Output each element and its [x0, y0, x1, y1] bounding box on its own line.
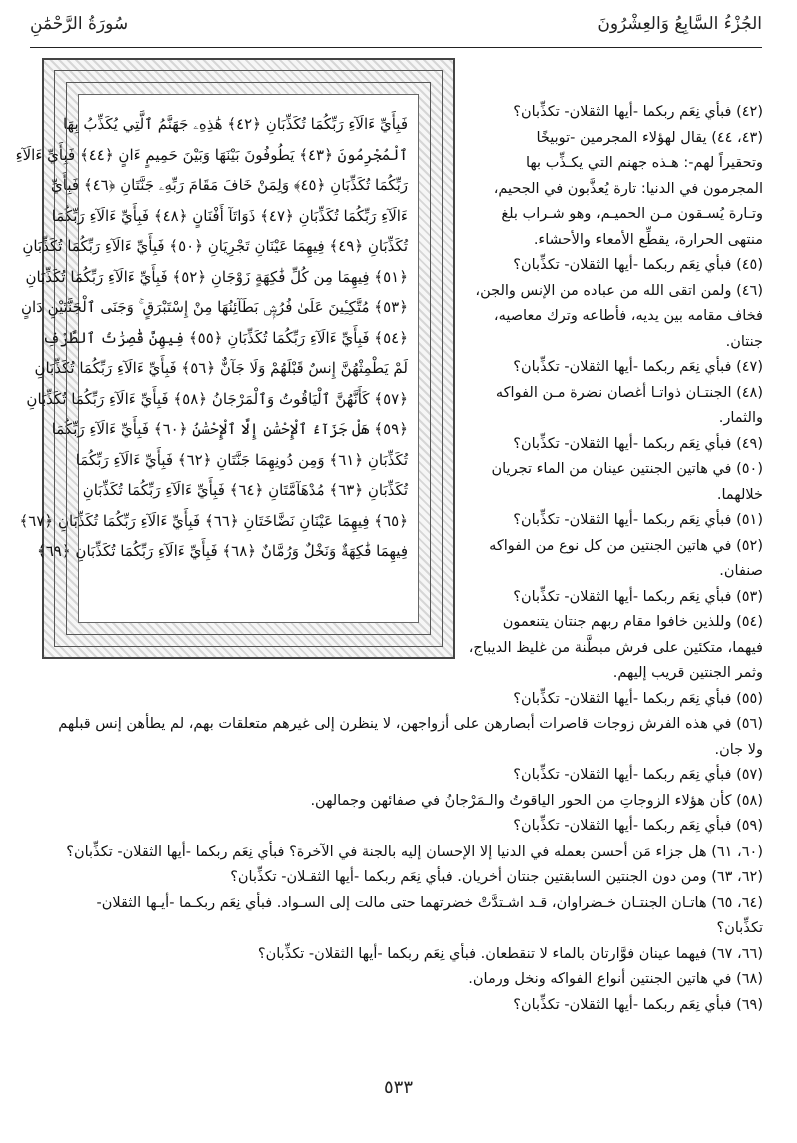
surah-title: سُورَةُ الرَّحْمَٰنِ	[30, 14, 129, 34]
header-rule	[30, 47, 762, 48]
commentary-line: (٦٤، ٦٥) هاتـان الجنتـان خـضراوان، قـد اشـتدَّتْ خضرتهما حتى مالت إلى السـواد. فبأي نِعَم ربكـما -أيـها الثقلان-	[96, 894, 763, 911]
commentary-line: (٤٢) فبأي نِعَم ربكما -أيها الثقلان- تكذِّبان؟	[513, 104, 763, 120]
commentary-line: تكذِّبان؟	[716, 920, 763, 936]
commentary-line: وتحقيراً لهم-: هـذه جهنم التي يكـذِّب بها	[525, 155, 763, 171]
commentary-line: (٦٠، ٦١) هل جزاء مَن أحسن بعمله في الدنيا إلا الإحسان إليه بالجنة في الآخرة؟ فبأي نِعَم ربكما -أيها الثقلان- تكذِّبان؟	[66, 843, 763, 860]
commentary-line: (٦٩) فبأي نِعَم ربكما -أيها الثقلان- تكذِّبان؟	[513, 996, 763, 1013]
commentary-line: صنفان.	[719, 563, 763, 579]
commentary-line: (٥٥) فبأي نِعَم ربكما -أيها الثقلان- تكذِّبان؟	[513, 690, 763, 707]
commentary-line: فيهما، متكئين على فرش مبطَّنة من غليظ الديباج،	[468, 639, 763, 656]
commentary-line: (٥١) فبأي نِعَم ربكما -أيها الثقلان- تكذِّبان؟	[513, 512, 763, 528]
quran-line: لَمْ يَطْمِثْهُنَّ إِنسٌ قَبْلَهُمْ وَلَا جَآنٌّ ﴿٥٦﴾ فَبِأَيِّ ءَالَآءِ رَبِّكُمَا تُكَذِّبَانِ	[34, 359, 408, 377]
commentary-line: (٥٢) في هاتين الجنتين من كل نوع من الفواكه	[489, 537, 763, 554]
commentary-line: (٥٦) في هذه الفرش زوجات قاصرات أبصارهن على أزواجهن، لا ينظرن إلى غيرهم متعلقات بهم، لم يطأهن إنس قبلهم	[58, 716, 763, 732]
commentary-line: (٥٩) فبأي نِعَم ربكما -أيها الثقلان- تكذِّبان؟	[513, 818, 763, 834]
quran-line: فَبِأَيِّ ءَالَآءِ رَبِّكُمَا تُكَذِّبَانِ ﴿٤٢﴾ هَٰذِهِۦ جَهَنَّمُ ٱلَّتِي يُكَذِّبُ بِهَا	[62, 115, 408, 133]
commentary-line: (٦٨) في هاتين الجنتين أنواع الفواكه ونخل ورمان.	[468, 971, 763, 987]
commentary-line: (٤٣، ٤٤) يقال لهؤلاء المجرمين -توبيخًا	[536, 129, 763, 146]
quran-line: ﴿٥٧﴾ كَأَنَّهُنَّ ٱلْيَاقُوتُ وَٱلْمَرْجَانُ ﴿٥٨﴾ فَبِأَيِّ ءَالَآءِ رَبِّكُمَا تُكَذِّبَانِ	[26, 389, 408, 408]
quran-line: تُكَذِّبَانِ ﴿٦٣﴾ مُدْهَآمَّتَانِ ﴿٦٤﴾ فَبِأَيِّ ءَالَآءِ رَبِّكُمَا تُكَذِّبَانِ	[82, 481, 408, 499]
quran-line: تُكَذِّبَانِ ﴿٦١﴾ وَمِن دُونِهِمَا جَنَّتَانِ ﴿٦٢﴾ فَبِأَيِّ ءَالَآءِ رَبِّكُمَا	[75, 450, 408, 469]
commentary-line: جنتان.	[725, 333, 763, 350]
tafsir-commentary	[15, 100, 763, 1018]
commentary-line: (٥٠) في هاتين الجنتين عينان من الماء تجريان	[491, 461, 763, 477]
quran-line: ءَالَآءِ رَبِّكُمَا تُكَذِّبَانِ ﴿٤٧﴾ ذَوَاتَآ أَفْنَانٍ ﴿٤٨﴾ فَبِأَيِّ ءَالَآءِ رَبِّكُمَا	[51, 206, 408, 225]
commentary-line: خلالهما.	[716, 486, 763, 503]
quran-line: رَبِّكُمَا تُكَذِّبَانِ ﴿٤٥﴾ وَلِمَنْ خَافَ مَقَامَ رَبِّهِۦ جَنَّتَانِ ﴿٤٦﴾ فَبِأَيِّ	[51, 176, 408, 194]
commentary-line: (٥٤) وللذين خافوا مقام ربهم جنتان يتنعمون	[502, 614, 763, 630]
commentary-line: (٤٦) ولمن اتقى الله من عباده من الإنس والجن،	[475, 282, 763, 299]
commentary-line: (٥٣) فبأي نِعَم ربكما -أيها الثقلان- تكذِّبان؟	[513, 588, 763, 605]
quran-line: تُكَذِّبَانِ ﴿٤٩﴾ فِيهِمَا عَيْنَانِ تَجْرِيَانِ ﴿٥٠﴾ فَبِأَيِّ ءَالَآءِ رَبِّكُمَا تُكَذِّبَانِ	[22, 237, 408, 255]
commentary-line: (٤٩) فبأي نِعَم ربكما -أيها الثقلان- تكذِّبان؟	[513, 435, 763, 452]
commentary-line: (٤٥) فبأي نِعَم ربكما -أيها الثقلان- تكذِّبان؟	[513, 257, 763, 273]
commentary-line: (٦٢، ٦٣) ومن دون الجنتين السابقتين جنتان أخريان. فبأي نِعَم ربكما -أيها الثقـلان- تكذِّبان؟	[230, 869, 763, 885]
commentary-line: والثمار.	[718, 410, 763, 426]
commentary-line: (٦٦، ٦٧) فيهما عينان فوَّارتان بالماء لا تنقطعان. فبأي نِعَم ربكما -أيها الثقلان- تكذِّبان؟	[257, 945, 763, 962]
commentary-line: (٤٨) الجنتـان ذواتـا أغصان نضرة مـن الفواكه	[495, 384, 763, 401]
commentary-line: (٥٨) كأن هؤلاء الزوجاتِ من الحور الياقوتُ والـمَرْجانُ في صفائهن وجمالهن.	[310, 792, 763, 809]
page-header	[30, 14, 762, 50]
commentary-line: وثمر الجنتين قريب إليهم.	[612, 665, 763, 681]
quran-line: ﴿٥٣﴾ مُتَّكِـِٔينَ عَلَىٰ فُرُشٍۭ بَطَآئِنُهَا مِنْ إِسْتَبْرَقٍ ۚ وَجَنَى ٱلْجَنَّتَيْنِ دَانٍ	[20, 298, 408, 316]
quran-line: ﴿٥٩﴾ هَلْ جَزَآءُ ٱلْإِحْسَٰنِ إِلَّا ٱلْإِحْسَٰنُ ﴿٦٠﴾ فَبِأَيِّ ءَالَآءِ رَبِّكُمَا	[51, 420, 408, 438]
commentary-line: منتهى الحرارة، يقطِّع الأمعاء والأحشاء.	[533, 231, 763, 248]
quran-line: ﴿٥٤﴾ فَبِأَيِّ ءَالَآءِ رَبِّكُمَا تُكَذِّبَانِ ﴿٥٥﴾ فِيهِنَّ قَٰصِرَٰتُ ٱلطَّرْفِ	[42, 328, 408, 347]
page-number: ٥٣٣	[383, 1077, 413, 1098]
quran-line: ﴿٦٥﴾ فِيهِمَا عَيْنَانِ نَضَّاخَتَانِ ﴿٦٦﴾ فَبِأَيِّ ءَالَآءِ رَبِّكُمَا تُكَذِّبَانِ ﴿٦٧﴾	[19, 511, 408, 530]
commentary-line: ولا جان.	[714, 741, 763, 758]
quran-line: ٱلْمُجْرِمُونَ ﴿٤٣﴾ يَطُوفُونَ بَيْنَهَا وَبَيْنَ حَمِيمٍ ءَانٍ ﴿٤٤﴾ فَبِأَيِّ ءَالَآءِ	[15, 145, 408, 164]
commentary-line: (٥٧) فبأي نِعَم ربكما -أيها الثقلان- تكذِّبان؟	[513, 767, 763, 783]
commentary-line: وتـارة يُسـقون مـن الحميـم، وهو شـراب بلغ	[501, 206, 763, 222]
quran-line: ﴿٥١﴾ فِيهِمَا مِن كُلِّ فَٰكِهَةٍ زَوْجَانِ ﴿٥٢﴾ فَبِأَيِّ ءَالَآءِ رَبِّكُمَا تُكَذِّبَانِ	[25, 267, 408, 286]
quran-line: فِيهِمَا فَٰكِهَةٌ وَنَخْلٌ وَرُمَّانٌ ﴿٦٨﴾ فَبِأَيِّ ءَالَآءِ رَبِّكُمَا تُكَذِّبَانِ ﴿٦٩﴾	[36, 542, 408, 560]
juz-title: الجُزْءُ السَّابِعُ وَالعِشْرُونَ	[597, 14, 762, 34]
commentary-line: المجرمون في الدنيا: تارة يُعذَّبون في الجحيم،	[493, 180, 763, 197]
commentary-line: (٤٧) فبأي نِعَم ربكما -أيها الثقلان- تكذِّبان؟	[513, 359, 763, 375]
commentary-line: فخاف مقامه بين يديه، فأطاعه وترك معاصيه،	[493, 308, 763, 324]
